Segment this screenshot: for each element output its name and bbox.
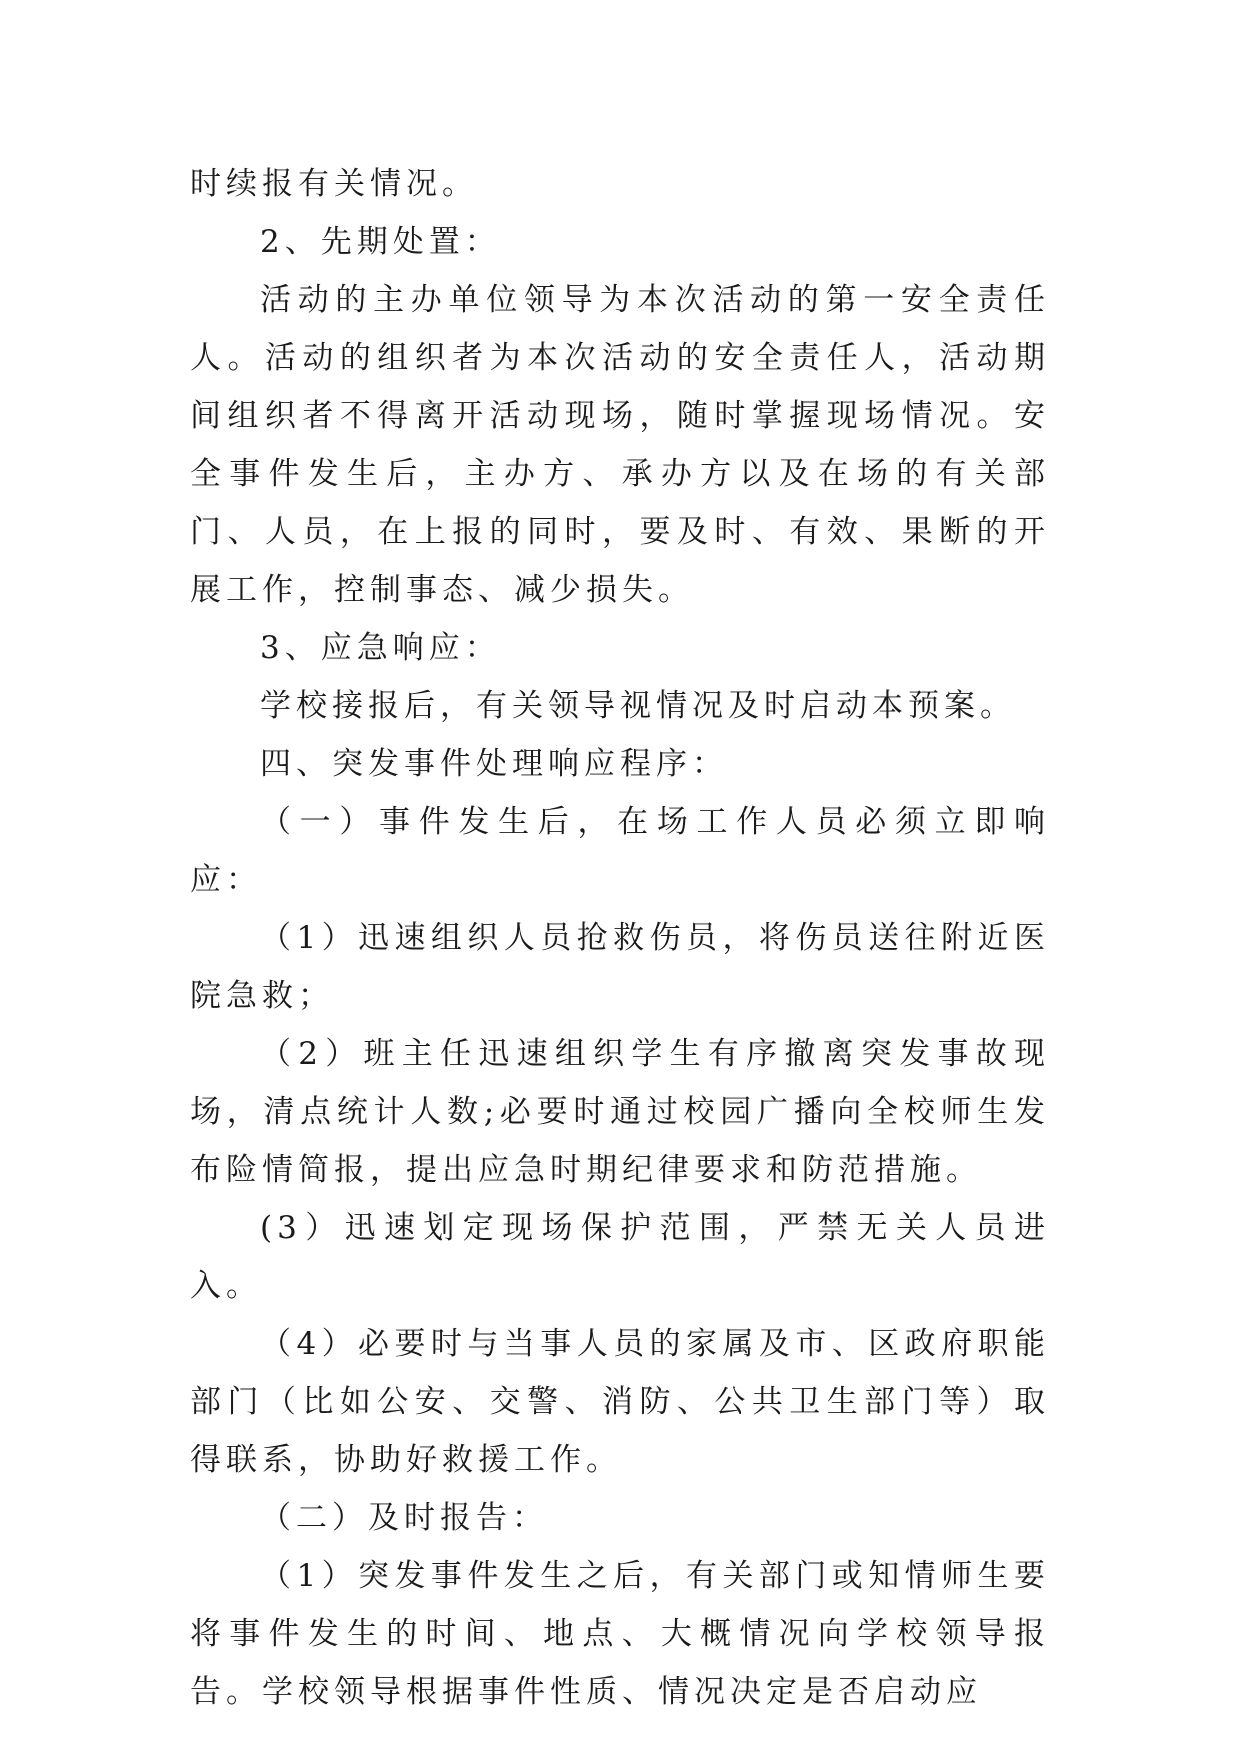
heading-subsection-two: （二）及时报告： — [260, 1500, 548, 1536]
heading-section-four: 四、突发事件处理响应程序： — [260, 746, 728, 782]
paragraph-responsibility: 活动的主办单位领导为本次活动的第一安全责任人。活动的组织者为本次活动的安全责任人，活动期间组织者不得离开活动现场，随时掌握现场情况。安全事件发生后，主办方、承办方以及在场的有关部门、人员，在上报的同时，要及时、有效、果断的开展工作，控制事态、减少损失。 — [190, 282, 1050, 608]
list-item-protect-scene: (3）迅速划定现场保护范围，严禁无关人员进入。 — [190, 1210, 1050, 1304]
list-item-evacuate: （2）班主任迅速组织学生有序撤离突发事故现场，清点统计人数;必要时通过校园广播向全校师生发布险情简报，提出应急时期纪律要求和防范措施。 — [190, 1036, 1050, 1188]
heading-emergency-response: 3、应急响应： — [260, 630, 501, 666]
heading-initial-response: 2、先期处置： — [260, 224, 501, 260]
list-item-report: （1）突发事件发生之后，有关部门或知情师生要将事件发生的时间、地点、大概情况向学校领导报告。学校领导根据事件性质、情况决定是否启动应 — [190, 1558, 1050, 1710]
paragraph-activate-plan: 学校接报后，有关领导视情况及时启动本预案。 — [260, 688, 1016, 724]
document-body — [190, 155, 1050, 1721]
list-item-rescue: （1）迅速组织人员抢救伤员，将伤员送往附近医院急救； — [190, 920, 1050, 1014]
heading-subsection-one: （一）事件发生后，在场工作人员必须立即响应： — [190, 804, 1050, 898]
list-item-contact: （4）必要时与当事人员的家属及市、区政府职能部门（比如公安、交警、消防、公共卫生部门等）取得联系，协助好救援工作。 — [190, 1326, 1050, 1478]
paragraph-continuation: 时续报有关情况。 — [190, 166, 478, 202]
